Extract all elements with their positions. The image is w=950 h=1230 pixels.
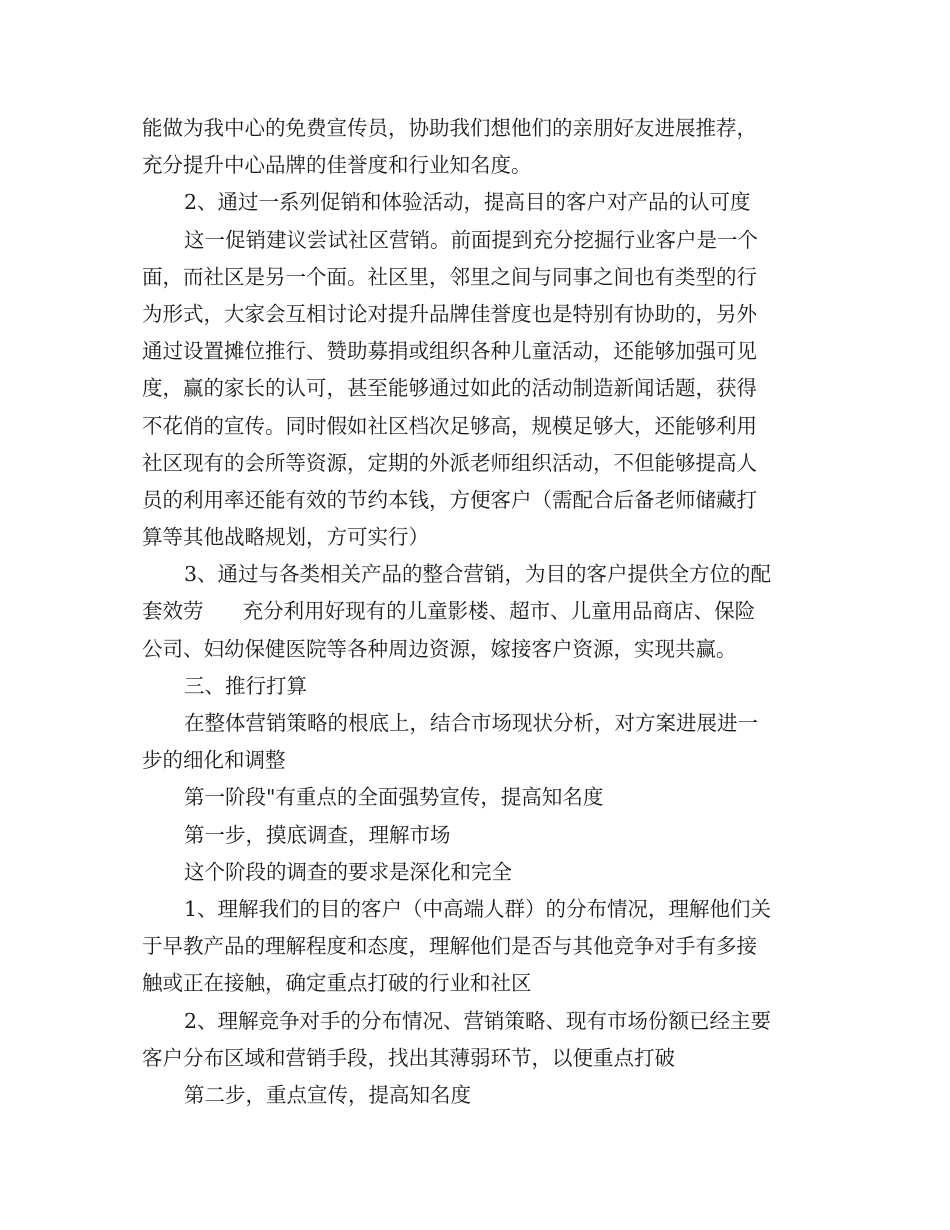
text-line: 面，而社区是另一个面。社区里，邻里之间与同事之间也有类型的行 [142, 264, 757, 289]
body-text [142, 110, 814, 1114]
text-line: 第一步，摸底调查，理解市场 [184, 822, 451, 847]
text-line: 算等其他战略规划，方可实行） [142, 525, 429, 550]
text-line: 不花俏的宣传。同时假如社区档次足够高，规模足够大，还能够利用 [142, 413, 757, 438]
text-line: 公司、妇幼保健医院等各种周边资源，嫁接客户资源，实现共赢。 [142, 636, 737, 661]
text-line: 社区现有的会所等资源，定期的外派老师组织活动，不但能够提高人 [142, 450, 757, 475]
text-line: 2、理解竞争对手的分布情况、营销策略、现有市场份额已经主要 [184, 1008, 772, 1033]
text-line: 能做为我中心的免费宣传员，协助我们想他们的亲朋好友进展推荐， [142, 116, 757, 140]
text-line: 2、通过一系列促销和体验活动，提高目的客户对产品的认可度 [184, 190, 751, 215]
text-line: 第一阶段"有重点的全面强势宣传，提高知名度 [184, 785, 604, 810]
text-line: 这一促销建议尝试社区营销。前面提到充分挖掘行业客户是一个 [184, 227, 758, 252]
text-line: 客户分布区域和营销手段，找出其薄弱环节，以便重点打破 [142, 1045, 675, 1070]
text-line: 员的利用率还能有效的节约本钱，方便客户（需配合后备老师储藏打 [142, 487, 757, 512]
text-line: 三、推行打算 [184, 673, 307, 698]
text-line: 通过设置摊位推行、赞助募捐或组织各种儿童活动，还能够加强可见 [142, 339, 757, 364]
text-line: 步的细化和调整 [142, 748, 286, 773]
text-line: 度，赢的家长的认可，甚至能够通过如此的活动制造新闻话题，获得 [142, 376, 757, 401]
text-line: 在整体营销策略的根底上，结合市场现状分析，对方案进展进一 [184, 711, 758, 735]
text-line: 这个阶段的调查的要求是深化和完全 [184, 859, 512, 884]
text-line: 1、理解我们的目的客户（中高端人群）的分布情况，理解他们关 [184, 896, 772, 921]
text-line: 充分提升中心品牌的佳誉度和行业知名度。 [142, 153, 532, 178]
text-line: 第二步，重点宣传，提高知名度 [184, 1082, 471, 1107]
text-line: 3、通过与各类相关产品的整合营销，为目的客户提供全方位的配 [184, 562, 772, 587]
text-line: 套效劳 充分利用好现有的儿童影楼、超市、儿童用品商店、保险 [142, 599, 756, 624]
text-line: 为形式，大家会互相讨论对提升品牌佳誉度也是特别有协助的，另外 [142, 301, 757, 326]
text-line: 于早教产品的理解程度和态度，理解他们是否与其他竞争对手有多接 [142, 934, 757, 959]
text-line: 触或正在接触，确定重点打破的行业和社区 [142, 971, 532, 996]
